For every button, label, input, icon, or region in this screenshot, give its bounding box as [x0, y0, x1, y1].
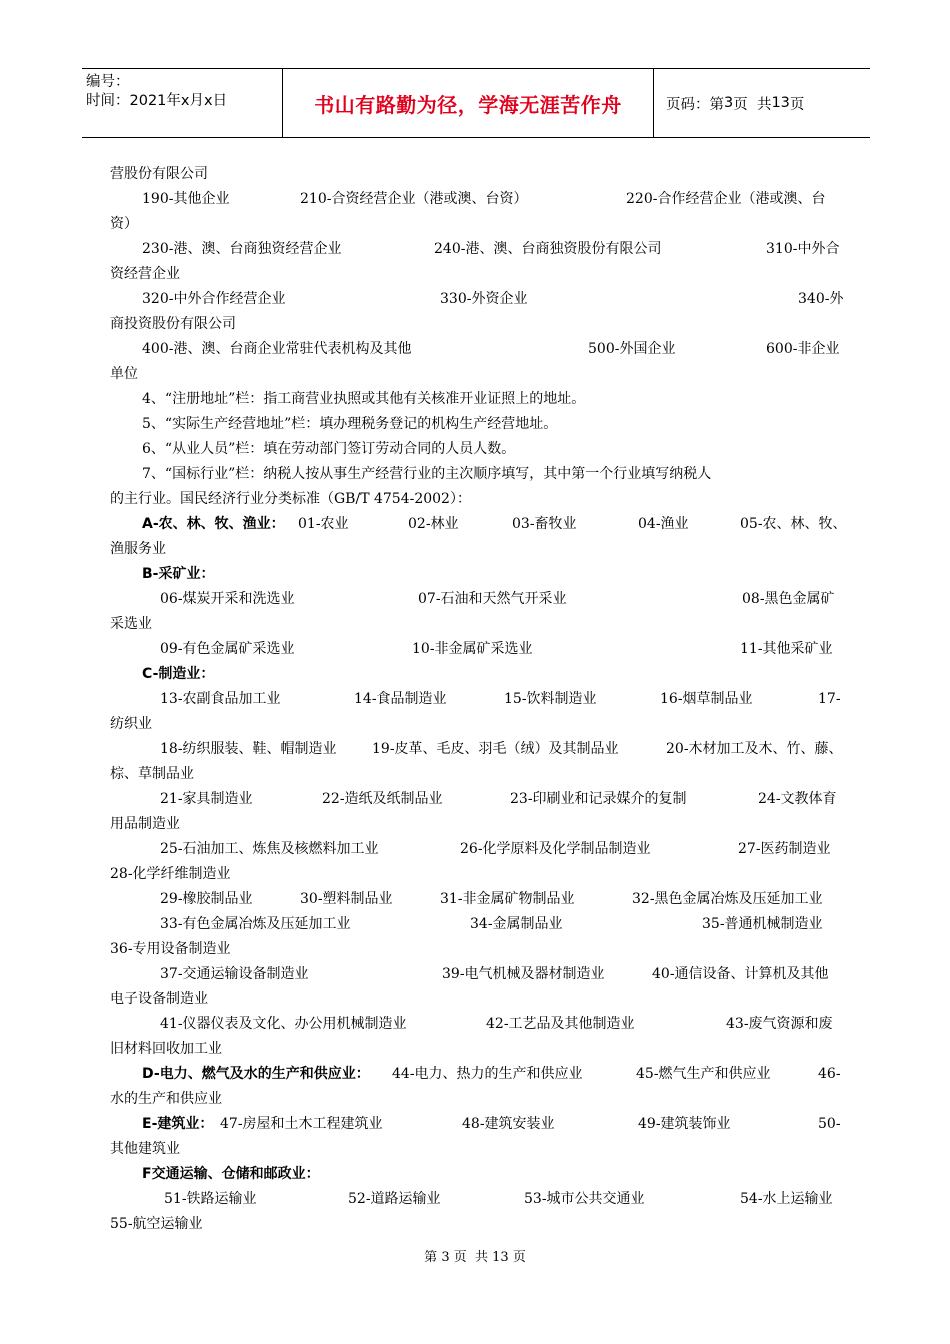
list-item: 37-交通运输设备制造业: [160, 966, 309, 982]
list-item: 49-建筑装饰业: [638, 1116, 731, 1132]
list-item: 230-港、澳、台商独资经营企业: [142, 241, 342, 257]
footer-page-number: 3: [441, 1250, 450, 1265]
header-motto-cell: [282, 69, 654, 137]
text-line: [110, 1012, 852, 1037]
text-segment: 纺织业: [110, 716, 152, 732]
list-item: 20-木材加工及木、竹、藤、: [666, 741, 843, 757]
list-item: 26-化学原料及化学制品制造业: [460, 841, 651, 857]
document-number-label: 编号：: [86, 74, 130, 90]
page-end-label: 页: [789, 96, 805, 113]
page-header: [82, 68, 870, 138]
text-line: [110, 1062, 852, 1087]
text-line: [110, 587, 852, 612]
text-line: [110, 462, 852, 487]
page-number: 3: [724, 95, 734, 111]
section-heading: A-农、林、牧、渔业：: [142, 516, 285, 532]
text-segment: 资经营企业: [110, 266, 180, 282]
text-segment: 采选业: [110, 616, 152, 632]
text-line: [110, 787, 852, 812]
text-line: [110, 1137, 852, 1162]
footer-suffix: 页: [512, 1250, 526, 1265]
list-item: 400-港、澳、台商企业常驻代表机构及其他: [142, 341, 412, 357]
text-segment: 单位: [110, 366, 138, 382]
text-line: [110, 262, 852, 287]
list-item: 21-家具制造业: [160, 791, 253, 807]
text-segment: 55-航空运输业: [110, 1216, 203, 1232]
list-item: 15-饮料制造业: [504, 691, 597, 707]
list-item: 03-畜牧业: [512, 516, 577, 532]
list-item: 35-普通机械制造业: [702, 916, 823, 932]
page-footer: [0, 1246, 950, 1265]
list-item: 07-石油和天然气开采业: [418, 591, 567, 607]
header-page-info: [654, 69, 870, 137]
list-item: 51-铁路运输业: [164, 1191, 257, 1207]
text-segment: 36-专用设备制造业: [110, 941, 231, 957]
text-line: [110, 712, 852, 737]
list-item: 29-橡胶制品业: [160, 891, 253, 907]
list-item: 09-有色金属矿采选业: [160, 641, 295, 657]
page-total: 13: [771, 95, 790, 111]
text-line: [110, 937, 852, 962]
text-line: [110, 812, 852, 837]
list-item: 47-房屋和土木工程建筑业: [220, 1116, 383, 1132]
list-item: 16-烟草制品业: [660, 691, 753, 707]
text-line: [110, 1112, 852, 1137]
header-motto: 书山有路勤为径，学海无涯苦作舟: [314, 92, 622, 117]
list-item: 25-石油加工、炼焦及核燃料加工业: [160, 841, 379, 857]
text-line: [110, 162, 852, 187]
text-segment: 其他建筑业: [110, 1141, 180, 1157]
text-segment: 资）: [110, 216, 138, 232]
section-heading: E-建筑业：: [142, 1116, 214, 1132]
list-item: 240-港、澳、台商独资股份有限公司: [434, 241, 662, 257]
paragraph-text: 的主行业。国民经济行业分类标准（GB/T 4754-2002）：: [110, 491, 471, 507]
list-item: 10-非金属矿采选业: [412, 641, 533, 657]
text-line: [110, 687, 852, 712]
text-line: [110, 1212, 852, 1237]
list-item: 11-其他采矿业: [740, 641, 833, 657]
list-item: 52-道路运输业: [348, 1191, 441, 1207]
text-line: [110, 187, 852, 212]
footer-prefix: 第: [424, 1250, 438, 1265]
list-item: 320-中外合作经营企业: [142, 291, 286, 307]
list-item: 45-燃气生产和供应业: [636, 1066, 771, 1082]
text-line: [110, 312, 852, 337]
paragraph-text: 6、“从业人员”栏：填在劳动部门签订劳动合同的人员人数。: [142, 441, 516, 457]
text-segment: 棕、草制品业: [110, 766, 194, 782]
page-label: 页码：第: [666, 96, 724, 113]
list-item: 340-外: [798, 291, 844, 307]
list-item: 13-农副食品加工业: [160, 691, 281, 707]
list-item: 54-水上运输业: [740, 1191, 833, 1207]
text-segment: 电子设备制造业: [110, 991, 208, 1007]
text-line: [110, 662, 852, 687]
text-line: [110, 837, 852, 862]
text-line: [110, 1162, 852, 1187]
list-item: 23-印刷业和记录媒介的复制: [510, 791, 687, 807]
text-segment: 28-化学纤维制造业: [110, 866, 231, 882]
list-item: 24-文教体育: [758, 791, 837, 807]
list-item: 220-合作经营企业（港或澳、台: [626, 191, 826, 207]
document-body: [110, 162, 852, 1237]
footer-page-total: 13: [492, 1250, 509, 1265]
text-line: [110, 637, 852, 662]
list-item: 44-电力、热力的生产和供应业: [392, 1066, 583, 1082]
list-item: 46-: [818, 1066, 841, 1082]
list-item: 14-食品制造业: [354, 691, 447, 707]
text-line: [110, 987, 852, 1012]
text-line: [110, 212, 852, 237]
text-line: [110, 912, 852, 937]
paragraph-text: 5、“实际生产经营地址”栏：填办理税务登记的机构生产经营地址。: [142, 416, 558, 432]
text-line: [110, 1187, 852, 1212]
section-heading: F交通运输、仓储和邮政业：: [142, 1166, 320, 1182]
text-line: [110, 287, 852, 312]
text-line: [110, 1087, 852, 1112]
list-item: 210-合资经营企业（港或澳、台资）: [300, 191, 528, 207]
text-line: [110, 562, 852, 587]
text-line: [110, 487, 852, 512]
paragraph-text: 4、“注册地址”栏：指工商营业执照或其他有关核准开业证照上的地址。: [142, 391, 586, 407]
text-segment: 水的生产和供应业: [110, 1091, 222, 1107]
text-segment: 营股份有限公司: [110, 166, 208, 182]
list-item: 33-有色金属冶炼及压延加工业: [160, 916, 351, 932]
text-line: [110, 437, 852, 462]
list-item: 330-外资企业: [440, 291, 528, 307]
text-line: [110, 237, 852, 262]
list-item: 06-煤炭开采和洗选业: [160, 591, 295, 607]
text-line: [110, 762, 852, 787]
page-mid-label: 页 共: [733, 96, 772, 113]
text-line: [110, 887, 852, 912]
list-item: 50-: [818, 1116, 841, 1132]
text-line: [110, 737, 852, 762]
list-item: 17-: [818, 691, 841, 707]
list-item: 34-金属制品业: [470, 916, 563, 932]
header-meta: [82, 69, 282, 137]
footer-mid: 页 共: [453, 1250, 488, 1265]
text-line: [110, 862, 852, 887]
list-item: 22-造纸及纸制品业: [322, 791, 443, 807]
text-line: [110, 412, 852, 437]
paragraph-text: 7、“国标行业”栏：纳税人按从事生产经营行业的主次顺序填写，其中第一个行业填写纳税人: [142, 466, 712, 482]
list-item: 41-仪器仪表及文化、办公用机械制造业: [160, 1016, 407, 1032]
text-segment: 商投资股份有限公司: [110, 316, 236, 332]
section-heading: D-电力、燃气及水的生产和供应业：: [142, 1066, 370, 1082]
section-heading: C-制造业：: [142, 666, 215, 682]
list-item: 310-中外合: [766, 241, 840, 257]
list-item: 18-纺织服装、鞋、帽制造业: [160, 741, 337, 757]
list-item: 53-城市公共交通业: [524, 1191, 645, 1207]
list-item: 43-废气资源和废: [726, 1016, 833, 1032]
text-line: [110, 1037, 852, 1062]
text-segment: 渔服务业: [110, 541, 166, 557]
list-item: 01-农业: [298, 516, 349, 532]
section-heading: B-采矿业：: [142, 566, 215, 582]
text-line: [110, 612, 852, 637]
list-item: 31-非金属矿物制品业: [440, 891, 575, 907]
text-segment: 旧材料回收加工业: [110, 1041, 222, 1057]
list-item: 500-外国企业: [588, 341, 676, 357]
list-item: 02-林业: [408, 516, 459, 532]
document-date: 时间：2021年x月x日: [86, 93, 228, 109]
text-line: [110, 387, 852, 412]
list-item: 04-渔业: [638, 516, 689, 532]
list-item: 40-通信设备、计算机及其他: [652, 966, 829, 982]
text-line: [110, 537, 852, 562]
list-item: 600-非企业: [766, 341, 840, 357]
list-item: 08-黑色金属矿: [742, 591, 835, 607]
list-item: 05-农、林、牧、: [740, 516, 847, 532]
text-line: [110, 962, 852, 987]
list-item: 30-塑料制品业: [300, 891, 393, 907]
list-item: 39-电气机械及器材制造业: [442, 966, 605, 982]
text-line: [110, 512, 852, 537]
list-item: 48-建筑安装业: [462, 1116, 555, 1132]
text-segment: 用品制造业: [110, 816, 180, 832]
list-item: 19-皮革、毛皮、羽毛（绒）及其制品业: [372, 741, 619, 757]
list-item: 190-其他企业: [142, 191, 230, 207]
text-line: [110, 362, 852, 387]
list-item: 32-黑色金属冶炼及压延加工业: [632, 891, 823, 907]
list-item: 27-医药制造业: [738, 841, 831, 857]
text-line: [110, 337, 852, 362]
list-item: 42-工艺品及其他制造业: [486, 1016, 635, 1032]
